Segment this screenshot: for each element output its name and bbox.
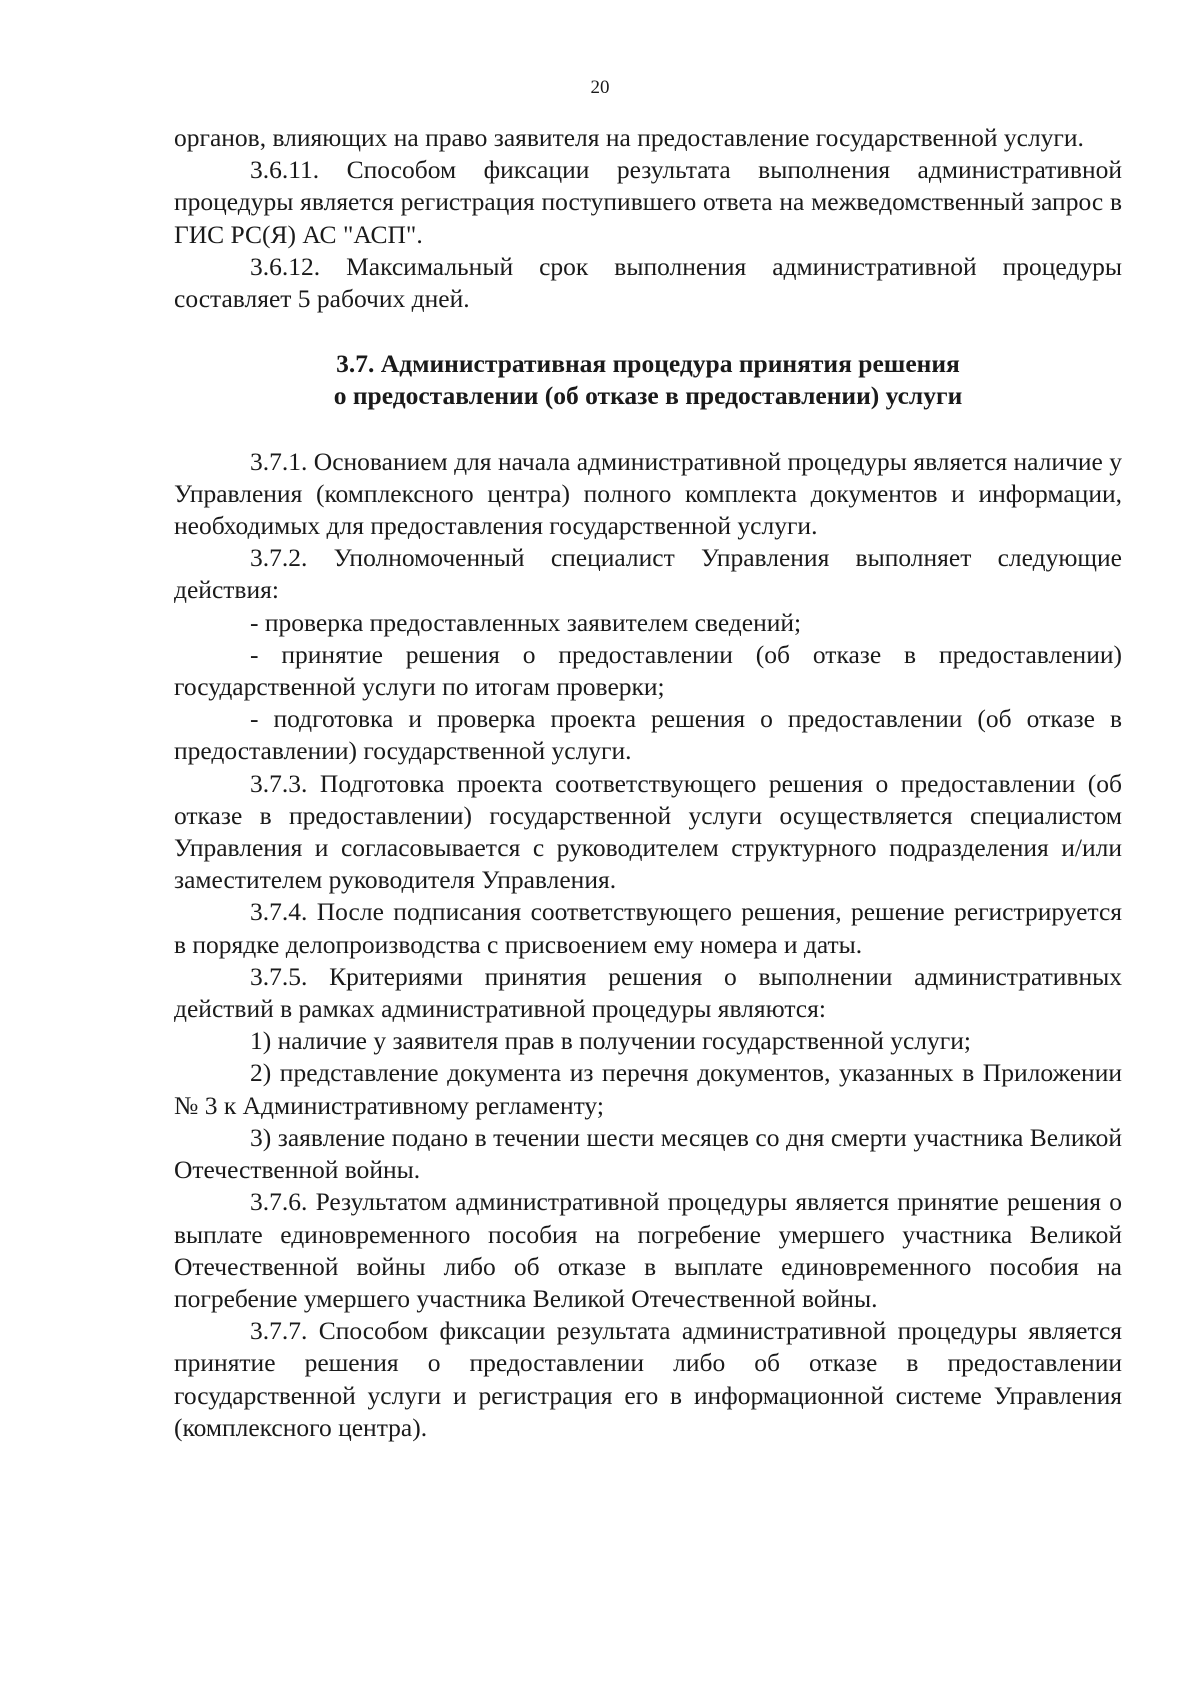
list-item-draft: - подготовка и проверка проекта решения о предоставлении (об отказе в предоставлении) государственной услуги. (174, 704, 1122, 766)
paragraph-3-6-11: 3.6.11. Способом фиксации результата выполнения административной процедуры является регистрация поступившего ответа на межведомственный запрос в ГИС РС(Я) АС "АСП". (174, 155, 1122, 249)
paragraph-continuation: органов, влияющих на право заявителя на предоставление государственной услуги. (174, 123, 1084, 152)
criteria-item-2: 2) представление документа из перечня документов, указанных в Приложении № 3 к Административному регламенту; (174, 1058, 1122, 1120)
section-heading-line-1: 3.7. Административная процедура принятия решения (336, 349, 960, 379)
criteria-item-3: 3) заявление подано в течении шести месяцев со дня смерти участника Великой Отечественной войны. (174, 1122, 1122, 1185)
section-heading-3-7 (174, 348, 1122, 412)
paragraph-3-7-7: 3.7.7. Способом фиксации результата административной процедуры является принятие решения о предоставлении либо об отказе в предоставлении государственной услуги и регистрация его в информационной системе Управления (комплексного центра). (174, 1316, 1122, 1442)
list-item-check: - проверка предоставленных заявителем сведений; (250, 607, 802, 637)
paragraph-3-7-5: 3.7.5. Критериями принятия решения о выполнении административных действий в рамках административной процедуры являются: (174, 961, 1122, 1024)
paragraph-3-6-12: 3.6.12. Максимальный срок выполнения административной процедуры составляет 5 рабочих дней. (174, 251, 1122, 314)
criteria-item-1: 1) наличие у заявителя прав в получении государственной услуги; (250, 1026, 971, 1056)
paragraph-3-7-3: 3.7.3. Подготовка проекта соответствующего решения о предоставлении (об отказе в предоставлении) государственной услуги осуществляется специалистом Управления и согласовывается с руководителем структурного подразделения и/или заместителем руководителя Управления. (174, 768, 1122, 895)
paragraph-3-7-1: 3.7.1. Основанием для начала административной процедуры является наличие у Управления (комплексного центра) полного комплекта документов и информации, необходимых для предоставления государственной услуги. (174, 446, 1122, 541)
paragraph-3-7-6: 3.7.6. Результатом административной процедуры является принятие решения о выплате единовременного пособия на погребение умершего участника Великой Отечественной войны либо об отказе в выплате единовременного пособия на погребение умершего участника Великой Отечественной войны. (174, 1187, 1122, 1313)
page-number: 20 (590, 77, 610, 98)
document-body (174, 122, 1122, 1444)
paragraph-3-7-4: 3.7.4. После подписания соответствующего решения, решение регистрируется в порядке делопроизводства с присвоением ему номера и даты. (174, 897, 1122, 959)
section-heading-line-2: о предоставлении (об отказе в предоставлении) услуги (333, 381, 963, 411)
list-item-decision: - принятие решения о предоставлении (об отказе в предоставлении) государственной услуги по итогам проверки; (174, 639, 1122, 702)
paragraph-3-7-2: 3.7.2. Уполномоченный специалист Управления выполняет следующие действия: (174, 543, 1122, 605)
